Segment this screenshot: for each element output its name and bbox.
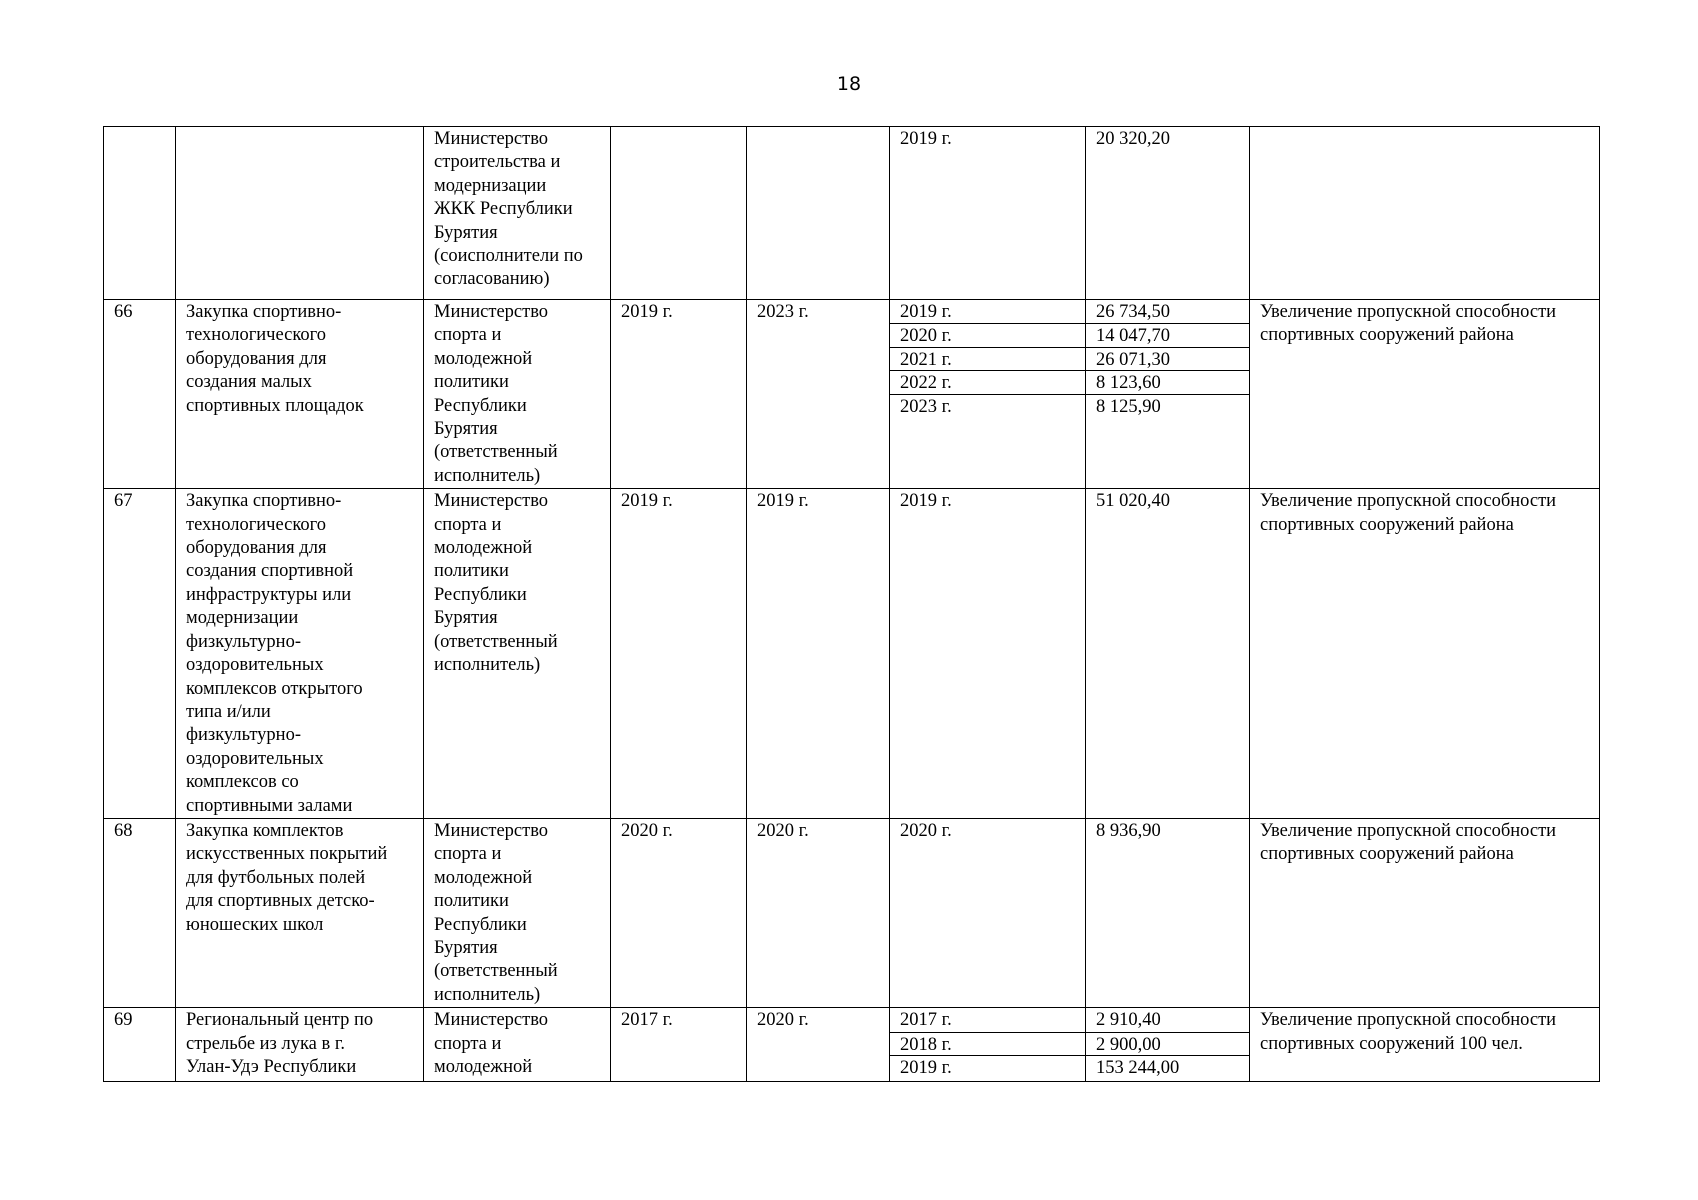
row-number-cell: 69 — [104, 1008, 176, 1082]
finance-year-cell — [890, 1008, 1086, 1082]
finance-year: 2021 г. — [890, 347, 1085, 370]
finance-amount-cell — [1086, 127, 1250, 300]
finance-year-cell — [890, 489, 1086, 819]
expected-result-cell: Увеличение пропускной способности спортивных сооружений района — [1250, 489, 1600, 819]
activity-name-cell — [176, 127, 424, 300]
start-year-cell: 2019 г. — [611, 300, 747, 489]
activity-name-cell: Закупка комплектов искусственных покрытий для футбольных полей для спортивных детско- юношеских школ — [176, 818, 424, 1007]
expected-result-cell: Увеличение пропускной способности спортивных сооружений района — [1250, 300, 1600, 489]
program-activities-table — [103, 126, 1600, 1082]
row-number-cell: 67 — [104, 489, 176, 819]
end-year-cell — [747, 127, 890, 300]
finance-amount-cell — [1086, 818, 1250, 1007]
finance-year: 2020 г. — [900, 820, 952, 841]
row-number-cell — [104, 127, 176, 300]
end-year-cell: 2020 г. — [747, 1008, 890, 1082]
finance-amount-cell — [1086, 1008, 1250, 1082]
end-year-cell: 2019 г. — [747, 489, 890, 819]
finance-amount: 26 734,50 — [1096, 302, 1170, 322]
activity-name-cell: Региональный центр по стрельбе из лука в г. Улан-Удэ Республики — [176, 1008, 424, 1082]
finance-amount: 26 071,30 — [1086, 347, 1249, 370]
table-row — [104, 1008, 1600, 1082]
finance-amount: 2 910,40 — [1096, 1010, 1161, 1031]
finance-year: 2019 г. — [900, 302, 952, 322]
finance-amount: 8 123,60 — [1086, 370, 1249, 393]
table-row — [104, 489, 1600, 819]
executor-cell: Министерство спорта и молодежной политики Республики Бурятия (ответственный исполнитель) — [424, 818, 611, 1007]
finance-amount: 153 244,00 — [1086, 1055, 1249, 1078]
activity-name-cell: Закупка спортивно- технологического оборудования для создания спортивной инфраструктуры или модернизации физкультурно- оздоровительных комплексов открытого типа и/или физкультурно- оздоровительных комплексов со спортивными залами — [176, 489, 424, 819]
finance-amount: 14 047,70 — [1086, 323, 1249, 346]
table-row — [104, 300, 1600, 489]
finance-year-cell — [890, 818, 1086, 1007]
expected-result-cell: Увеличение пропускной способности спортивных сооружений района — [1250, 818, 1600, 1007]
finance-year: 2019 г. — [900, 129, 952, 149]
finance-year: 2017 г. — [900, 1010, 952, 1031]
expected-result-cell: Увеличение пропускной способности спортивных сооружений 100 чел. — [1250, 1008, 1600, 1082]
row-number-cell: 68 — [104, 818, 176, 1007]
start-year-cell: 2017 г. — [611, 1008, 747, 1082]
expected-result-cell — [1250, 127, 1600, 300]
executor-cell: Министерство спорта и молодежной — [424, 1008, 611, 1082]
finance-amount: 8 125,90 — [1086, 394, 1249, 417]
row-number-cell: 66 — [104, 300, 176, 489]
finance-amount: 51 020,40 — [1096, 491, 1170, 512]
table-row — [104, 127, 1600, 300]
finance-amount: 20 320,20 — [1096, 129, 1170, 149]
activity-name-cell: Закупка спортивно- технологического оборудования для создания малых спортивных площадок — [176, 300, 424, 489]
finance-year-cell — [890, 300, 1086, 489]
page-number: 18 — [836, 73, 862, 95]
finance-year: 2022 г. — [890, 370, 1085, 393]
executor-cell: Министерство строительства и модернизации ЖКК Республики Бурятия (соисполнители по согласованию) — [424, 127, 611, 300]
finance-year: 2020 г. — [890, 323, 1085, 346]
finance-amount-cell — [1086, 300, 1250, 489]
start-year-cell — [611, 127, 747, 300]
start-year-cell: 2020 г. — [611, 818, 747, 1007]
end-year-cell: 2020 г. — [747, 818, 890, 1007]
finance-amount: 2 900,00 — [1086, 1032, 1249, 1055]
start-year-cell: 2019 г. — [611, 489, 747, 819]
executor-cell: Министерство спорта и молодежной политики Республики Бурятия (ответственный исполнитель) — [424, 300, 611, 489]
end-year-cell: 2023 г. — [747, 300, 890, 489]
finance-year: 2023 г. — [890, 394, 1085, 417]
finance-amount: 8 936,90 — [1096, 820, 1161, 841]
finance-year: 2019 г. — [890, 1055, 1085, 1078]
finance-year: 2018 г. — [890, 1032, 1085, 1055]
finance-amount-cell — [1086, 489, 1250, 819]
finance-year: 2019 г. — [900, 491, 952, 512]
executor-cell: Министерство спорта и молодежной политики Республики Бурятия (ответственный исполнитель) — [424, 489, 611, 819]
finance-year-cell — [890, 127, 1086, 300]
table-row — [104, 818, 1600, 1007]
